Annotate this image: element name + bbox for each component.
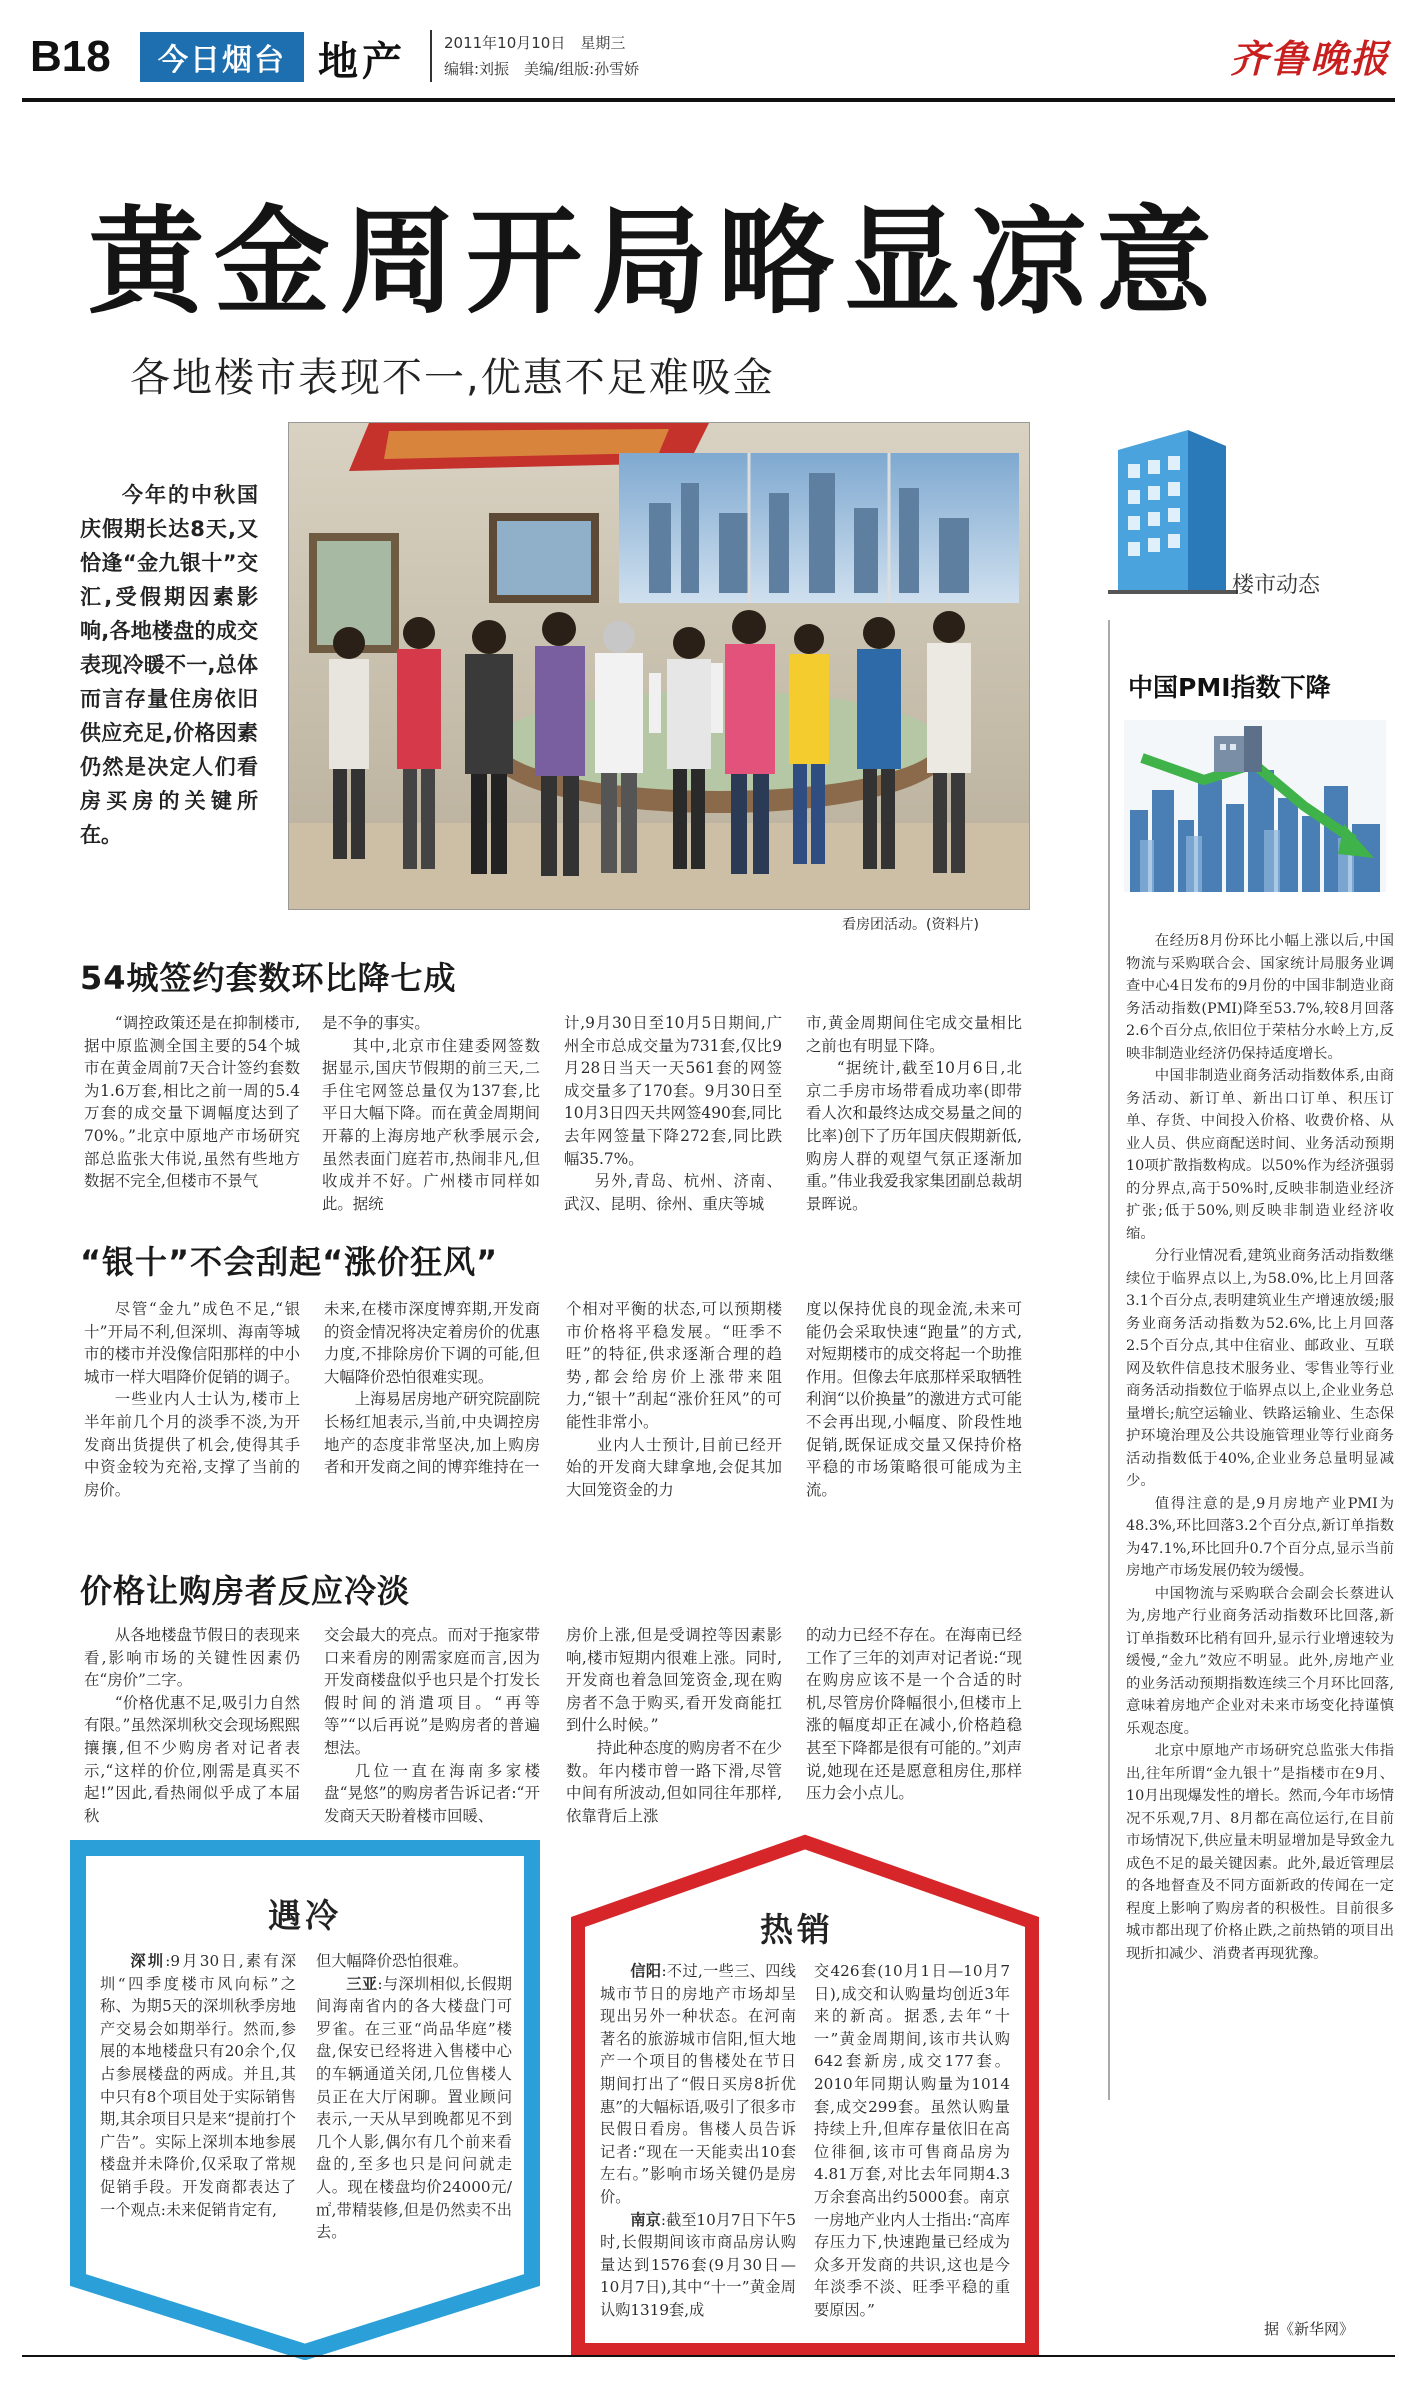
paragraph: 的动力已经不存在。在海南已经工作了三年的刘声对记者说:“现在购房应该不是一个合适的时机,尽管房价降幅很小,但楼市上涨的幅度却正在减小,价格趋稳甚至下降都是很有可能的。”刘声说,她现在还是愿意租房住,那样压力会小点儿。 [806,1626,1022,1803]
hot-box-column-1 [600,1960,796,2334]
paragraph: 一些业内人士认为,楼市上半年前几个月的淡季不淡,为开发商出货提供了机会,使得其手中资金较为充裕,支撑了当前的房价。 [84,1390,300,1499]
section2-column-3 [566,1298,782,1548]
paragraph: 中国非制造业商务活动指数体系,由商务活动、新订单、新出口订单、积压订单、存货、中间投入价格、收费价格、从业人员、供应商配送时间、业务活动预期10项扩散指数构成。以50%作为经济强弱的分界点,高于50%时,反映非制造业经济扩张;低于50%,则反映非制造业经济收缩。 [1126,1068,1394,1242]
paragraph: 是不争的事实。 [322,1014,430,1032]
paragraph: 业内人士预计,目前已经开始的开发商大肆拿地,会促其加大回笼资金的力 [566,1435,782,1499]
cold-box-column-1 [100,1950,296,2250]
people-viewing-photo [288,422,1030,910]
paragraph-text: :与深圳相似,长假期间海南省内的各大楼盘门可罗雀。在三亚“尚品华庭”楼盘,保安已经将进入售楼中心的车辆通道关闭,几位售楼人员正在大厅闲聊。置业顾问表示,一天从早到晚都见不到几个人影,偶尔有几个前来看盘的,至多也只是问问就走人。现在楼盘均价24000元/㎡,带精装修,但是仍然卖不出去。 [316,1974,512,2242]
sidebar-article [1126,930,1394,2310]
paragraph [600,1960,796,2209]
paragraph: 分行业情况看,建筑业商务活动指数继续位于临界点以上,为58.0%,比上月回落3.1个百分点,表明建筑业生产增速放缓;服务业商务活动指数为52.6%,比上月回落2.5个百分点,其中住宿业、邮政业、互联网及软件信息技术服务业、零售业等行业商务活动指数位于临界点以上,企业业务总量增长;航空运输业、铁路运输业、生态保护环境治理及公共设施管理业等行业商务活动指数低于40%,企业业务总量明显减少。 [1126,1248,1394,1489]
paragraph-text: 但大幅降价恐怕很难。 [316,1952,468,1970]
cold-box-title: 遇冷 [268,1896,342,1935]
header-rule [22,98,1395,102]
paragraph: 中国物流与采购联合会副会长蔡进认为,房地产行业商务活动指数环比回落,新订单指数环比稍有回升,显示行业增速较为缓慢,“金九”效应不明显。此外,房地产业的业务活动预期指数连续三个月环比回落,意味着房地产企业对未来市场变化持谨慎乐观态度。 [1126,1585,1394,1737]
subheadline: 各地楼市表现不一,优惠不足难吸金 [130,355,775,401]
section2-column-1 [84,1298,300,1548]
category-label: 地产 [318,39,406,85]
source-credit: 据《新华网》 [1264,2320,1355,2338]
paragraph: 房价上涨,但是受调控等因素影响,楼市短期内很难上涨。同时,开发商也着急回笼资金,现在购房者不急于购买,看开发商能扛到什么时候。” [566,1626,782,1735]
paragraph [814,1960,1010,2322]
photo-illustration [289,423,1029,909]
paragraph [316,1973,512,2244]
paragraph [600,2209,796,2322]
paragraph: 度以保持优良的现金流,未来可能仍会采取快速“跑量”的方式,对短期楼市的成交将起一个助推作用。但像去年底那样采取牺牲利润“以价换量”的激进方式可能不会再出现,小幅度、阶段性地促销,既保证成交量又保持价格平稳的市场策略很可能成为主流。 [806,1300,1022,1499]
hot-box-title: 热销 [760,1910,834,1949]
section-heading-2: “银十”不会刮起“涨价狂风” [80,1243,499,1281]
section1-column-1 [84,1012,300,1212]
city-label: 信阳 [630,1962,662,1980]
paragraph: 在经历8月份环比小幅上涨以后,中国物流与采购联合会、国家统计局服务业调查中心4日发布的9月份的中国非制造业商务活动指数(PMI)降至53.7%,较8月回落2.6个百分点,依旧位于荣枯分水岭上方,反映非制造业经济仍保持适度增长。 [1126,933,1394,1062]
section-label: 今日烟台 [140,32,304,82]
pmi-headline: 中国PMI指数下降 [1128,673,1331,702]
newspaper-brand: 齐鲁晚报 [1230,36,1391,81]
paragraph: 上海易居房地产研究院副院长杨红旭表示,当前,中央调控房地产的态度非常坚决,加上购房者和开发商之间的博弈维持在一 [324,1390,540,1477]
paragraph: 北京中原地产市场研究总监张大伟指出,往年所谓“金九银十”是指楼市在9月、10月出现爆发性的增长。然而,今年市场情况不乐观,7月、8月都在高位运行,在目前市场情况下,供应量未明显增加是导致金九成色不足的最关键因素。此外,最近管理层的各地督查及不同方面新政的传闻在一定程度上影响了购房者的积极性。目前很多城市都出现了价格止跌,之前热销的项目出现折扣减少、消费者再现犹豫。 [1126,1743,1394,1962]
cold-box-column-2 [316,1950,512,2250]
paragraph [100,1950,296,2221]
section3-column-1 [84,1624,300,1824]
paragraph: 另外,青岛、杭州、济南、武汉、昆明、徐州、重庆等城 [564,1172,782,1212]
section1-column-2 [322,1012,540,1212]
lead-paragraph: 今年的中秋国庆假期长达8天,又恰逢“金九银十”交汇,受假期因素影响,各地楼盘的成交表现冷暖不一,总体而言存量住房依旧供应充足,价格因素仍然是决定人们看房买房的关键所在。 [80,483,258,847]
paragraph: 计,9月30日至10月5日期间,广州全市总成交量为731套,仅比9月28日当天一天561套的网签成交量多了170套。9月30日至10月3日四天共网签490套,同比去年网签量下降272套,同比跌幅35.7%。 [564,1014,782,1168]
main-headline: 黄金周开局略显凉意 [88,195,1222,330]
sidebar-title: 楼市动态 [1232,573,1321,598]
paragraph: “据统计,截至10月6日,北京二手房市场带看成功率(即带看人次和最终达成交易量之间的比率)创下了历年国庆假期新低,购房人群的观望气氛正逐渐加重。”伟业我爱我家集团副总裁胡景晖说。 [806,1059,1022,1212]
paragraph: 尽管“金九”成色不足,“银十”开局不利,但深圳、海南等城市的楼市并没像信阳那样的中小城市一样大唱降价促销的调子。 [84,1300,300,1386]
editor-credit: 编辑:刘振 美编/组版:孙雪娇 [444,60,640,78]
section-heading-3: 价格让购房者反应冷淡 [80,1572,411,1610]
paragraph [316,1950,512,1973]
paragraph: 值得注意的是,9月房地产业PMI为48.3%,环比回落3.2个百分点,新订单指数为47.1%,环比回升0.7个百分点,显示当前房地产市场发展仍较为缓慢。 [1126,1495,1394,1579]
section-heading-1: 54城签约套数环比降七成 [80,959,457,997]
paragraph: 持此种态度的购房者不在少数。年内楼市曾一路下滑,尽管中间有所波动,但如同往年那样,依靠背后上涨 [566,1738,782,1824]
pmi-cityscape-graphic [1124,720,1386,892]
paragraph: 从各地楼盘节假日的表现来看,影响市场的关键性因素仍在“房价”二字。 [84,1626,300,1690]
paragraph: 交会最大的亮点。而对于拖家带口来看房的刚需家庭而言,因为开发商楼盘似乎也只是个打发长假时间的消遣项目。“再等等”“以后再说”是购房者的普遍想法。 [324,1626,540,1757]
footer-rule [22,2355,1395,2357]
city-label: 南京 [630,2210,661,2229]
paragraph: 市,黄金周期间住宅成交量相比之前也有明显下降。 [806,1014,1022,1055]
paragraph: “价格优惠不足,吸引力自然有限。”虽然深圳秋交会现场熙熙攘攘,但不少购房者对记者表示,“这样的价位,刚需是真买不起!”因此,看热闹似乎成了本届秋 [84,1693,300,1824]
page-number: B18 [30,32,111,81]
sidebar-divider [1108,620,1110,2100]
section3-column-4 [806,1624,1022,1824]
section1-column-3 [564,1012,782,1212]
paragraph-text: :不过,一些三、四线城市节日的房地产市场却呈现出另外一种状态。在河南著名的旅游城市信阳,恒大地产一个项目的售楼处在节日期间打出了“假日买房8折优惠”的大幅标语,吸引了很多市民假日看房。售楼人员告诉记者:“现在一天能卖出10套左右。”影响市场关键仍是房价。 [600,1962,796,2206]
section2-column-2 [324,1298,540,1548]
paragraph-text: :截至10月7日下午5时,长假期间该市商品房认购量达到1576套(9月30日—10月7日),其中“十一”黄金周认购1319套,成 [600,2210,796,2319]
building-icon [1108,420,1238,600]
header-divider [430,30,432,82]
hot-box-column-2 [814,1960,1010,2334]
issue-date: 2011年10月10日 星期三 [444,34,626,52]
photo-caption: 看房团活动。(资料片) [842,917,979,933]
paragraph: 未来,在楼市深度博弈期,开发商的资金情况将决定着房价的优惠力度,不排除房价下调的可能,但大幅降价恐怕很难实现。 [324,1300,540,1386]
section3-column-3 [566,1624,782,1824]
paragraph: 个相对平衡的状态,可以预期楼市价格将平稳发展。“旺季不旺”的特征,供求逐渐合理的趋势,都会给房价上涨带来阻力,“银十”刮起“涨价狂风”的可能性非常小。 [566,1300,782,1431]
city-label: 深圳 [130,1952,166,1970]
paragraph: 几位一直在海南多家楼盘“晃悠”的购房者告诉记者:“开发商天天盼着楼市回暖、 [324,1761,540,1824]
city-label: 三亚 [346,1974,378,1993]
section2-column-4 [806,1298,1022,1548]
pmi-cityscape-illustration [1124,720,1386,892]
paragraph-text: 交426套(10月1日—10月7日),成交和认购量均创近3年来的新高。据悉,去年“十一”黄金周期间,该市共认购642套新房,成交177套。2010年同期认购量为1014套,成交299套。虽然认购量持续上升,但库存量依旧在高位徘徊,该市可售商品房为4.81万套,对比去年同期4.3万余套高出约5000套。南京一房地产业内人士指出:“高库存压力下,快速跑量已经成为众多开发商的共识,这也是今年淡季不淡、旺季平稳的重要原因。” [814,1962,1010,2319]
section3-column-2 [324,1624,540,1824]
paragraph-text: :9月30日,素有深圳“四季度楼市风向标”之称、为期5天的深圳秋季房地产交易会如期举行。然而,参展的本地楼盘只有20余个,仅占参展楼盘的两成。并且,其中只有8个项目处于实际销售期,其余项目只是来“提前打个广告”。实际上深圳本地参展楼盘并未降价,仅采取了常规促销手段。开发商都表达了一个观点:未来促销肯定有, [100,1952,296,2219]
section1-column-4 [806,1012,1022,1212]
paragraph: 其中,北京市住建委网签数据显示,国庆节假期的前三天,二手住宅网签总量仅为137套,比平日大幅下降。而在黄金周期间开幕的上海房地产秋季展示会,虽然表面门庭若市,热闹非凡,但收成并不好。广州楼市同样如此。据统 [322,1036,540,1212]
paragraph: “调控政策还是在抑制楼市,据中原监测全国主要的54个城市在黄金周前7天合计签约套数为1.6万套,相比之前一周的5.4万套的成交量下调幅度达到了70%。”北京中原地产市场研究部总监张大伟说,虽然有些地方数据不完全,但楼市不景气 [84,1014,300,1191]
